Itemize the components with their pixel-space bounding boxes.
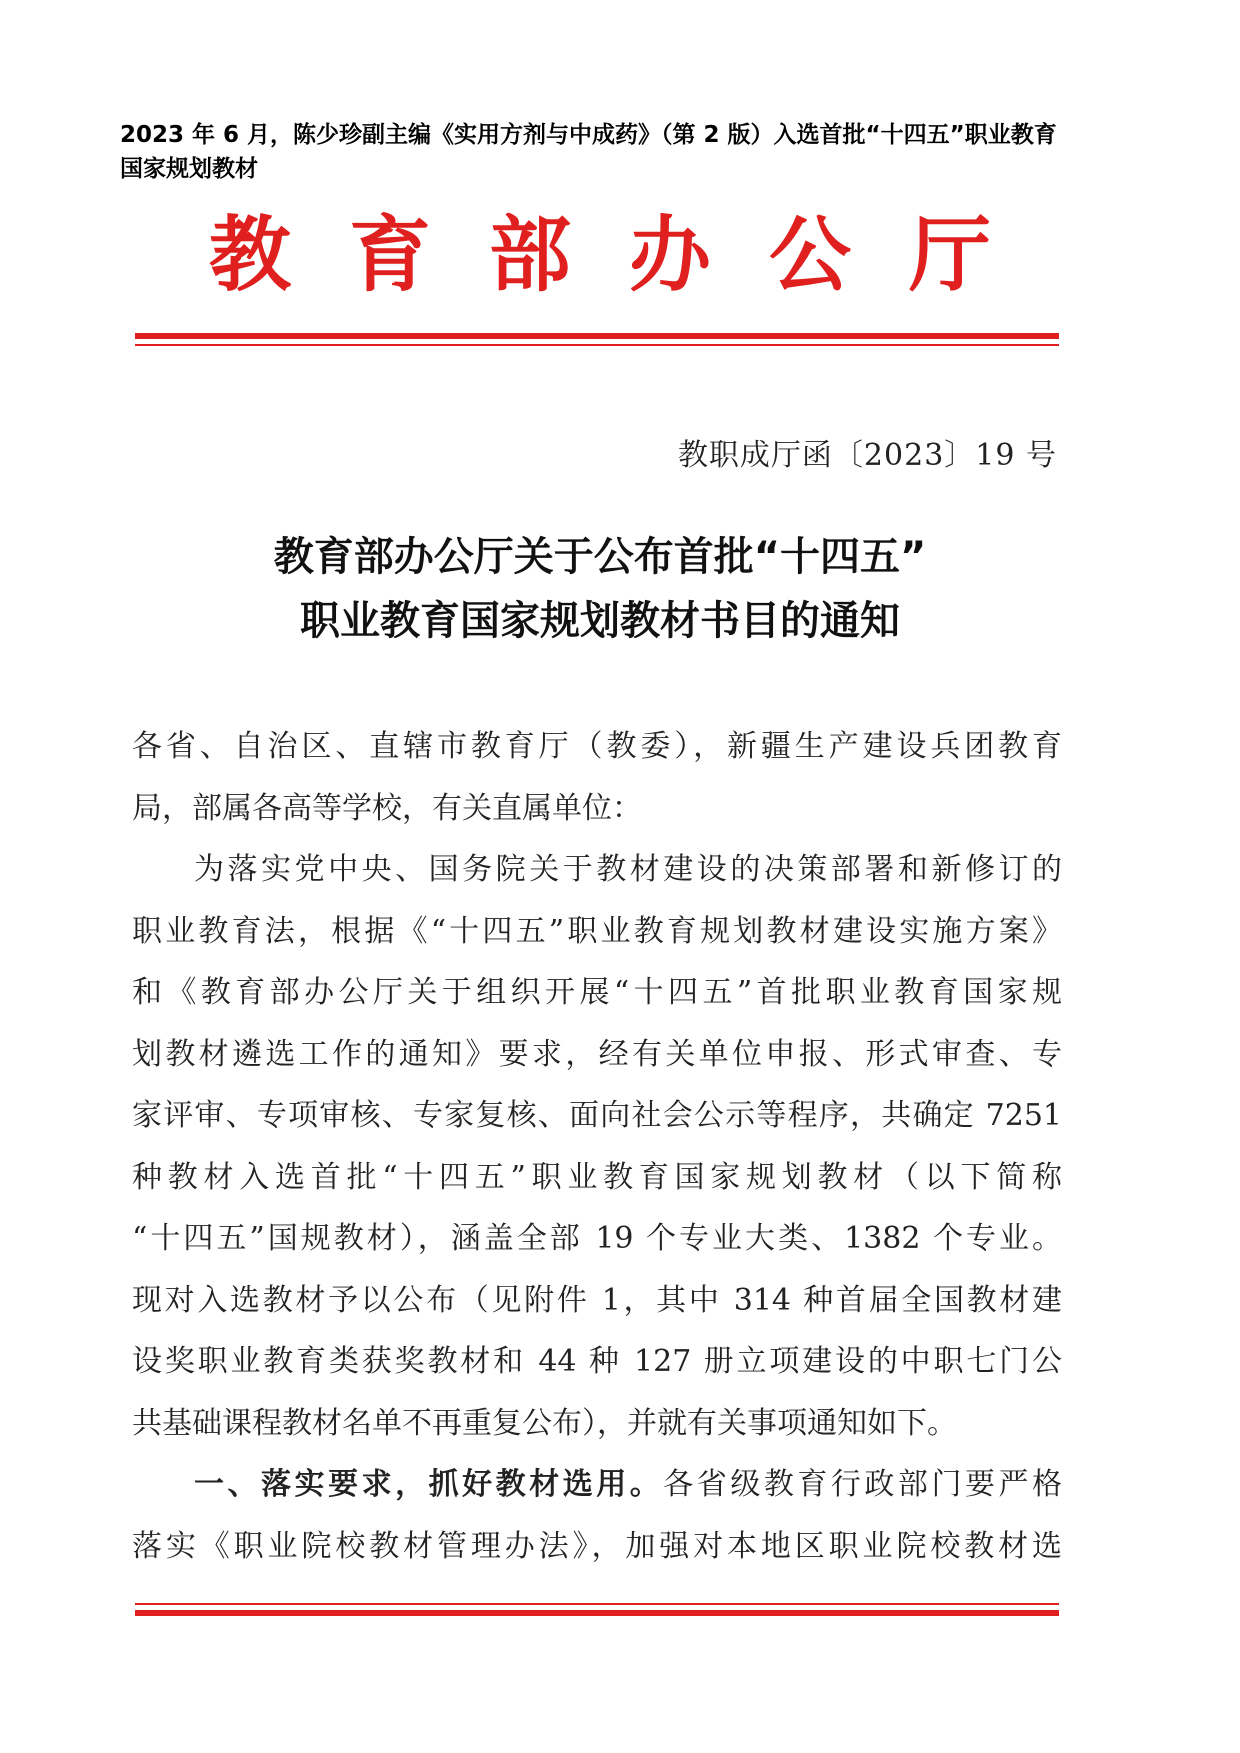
document-number: 教职成厅函〔2023〕19 号 — [677, 438, 1057, 473]
footer-divider — [135, 1610, 1059, 1616]
masthead-divider — [135, 333, 1059, 339]
masthead-char: 办 — [628, 207, 711, 303]
masthead-char: 教 — [208, 207, 291, 303]
caption-line: 国家规划教材 — [120, 156, 258, 182]
section-1-heading: 一、落实要求，抓好教材选用。 — [194, 1467, 664, 1502]
document-caption — [120, 118, 1130, 186]
body-line: “十四五”国规教材），涵盖全部 19 个专业大类、1382 个专业。 — [132, 1221, 1062, 1256]
masthead-char: 育 — [348, 207, 431, 303]
caption-line: 2023 年 6 月，陈少珍副主编《实用方剂与中成药》（第 2 版）入选首批“十四五”职业教育 — [120, 122, 1057, 148]
document-title — [130, 525, 1070, 653]
body-line: 各省、自治区、直辖市教育厅（教委），新疆生产建设兵团教育 — [132, 729, 1062, 764]
section-1-line — [132, 1454, 1062, 1516]
title-line: 职业教育国家规划教材书目的通知 — [300, 598, 900, 644]
body-line: 落实《职业院校教材管理办法》，加强对本地区职业院校教材选 — [132, 1528, 1062, 1564]
body-line: 家评审、专项审核、专家复核、面向社会公示等程序，共确定 7251 — [132, 1098, 1062, 1133]
masthead-char: 厅 — [908, 207, 991, 303]
body-line: 种教材入选首批“十四五”职业教育国家规划教材（以下简称 — [132, 1159, 1062, 1195]
section-1-text: 各省级教育行政部门要严格 — [663, 1467, 1063, 1502]
body-line: 共基础课程教材名单不再重复公布），并就有关事项通知如下。 — [132, 1405, 957, 1441]
body-line: 设奖职业教育类获奖教材和 44 种 127 册立项建设的中职七门公 — [132, 1344, 1062, 1379]
title-line: 教育部办公厅关于公布首批“十四五” — [273, 534, 927, 580]
body-line: 职业教育法，根据《“十四五”职业教育规划教材建设实施方案》 — [132, 913, 1062, 949]
body-line: 现对入选教材予以公布（见附件 1，其中 314 种首届全国教材建 — [132, 1282, 1062, 1318]
body-line: 为落实党中央、国务院关于教材建设的决策部署和新修订的 — [194, 852, 1062, 887]
body-line: 划教材遴选工作的通知》要求，经有关单位申报、形式审查、专 — [132, 1036, 1062, 1072]
document-body — [132, 716, 1062, 1577]
masthead — [200, 205, 1000, 305]
masthead-char: 部 — [488, 207, 571, 303]
body-line: 和《教育部办公厅关于组织开展“十四五”首批职业教育国家规 — [132, 975, 1062, 1010]
masthead-char: 公 — [768, 207, 851, 303]
masthead-divider-thin — [135, 344, 1059, 346]
body-line: 局，部属各高等学校，有关直属单位： — [132, 790, 642, 826]
footer-divider-thin — [135, 1603, 1059, 1605]
